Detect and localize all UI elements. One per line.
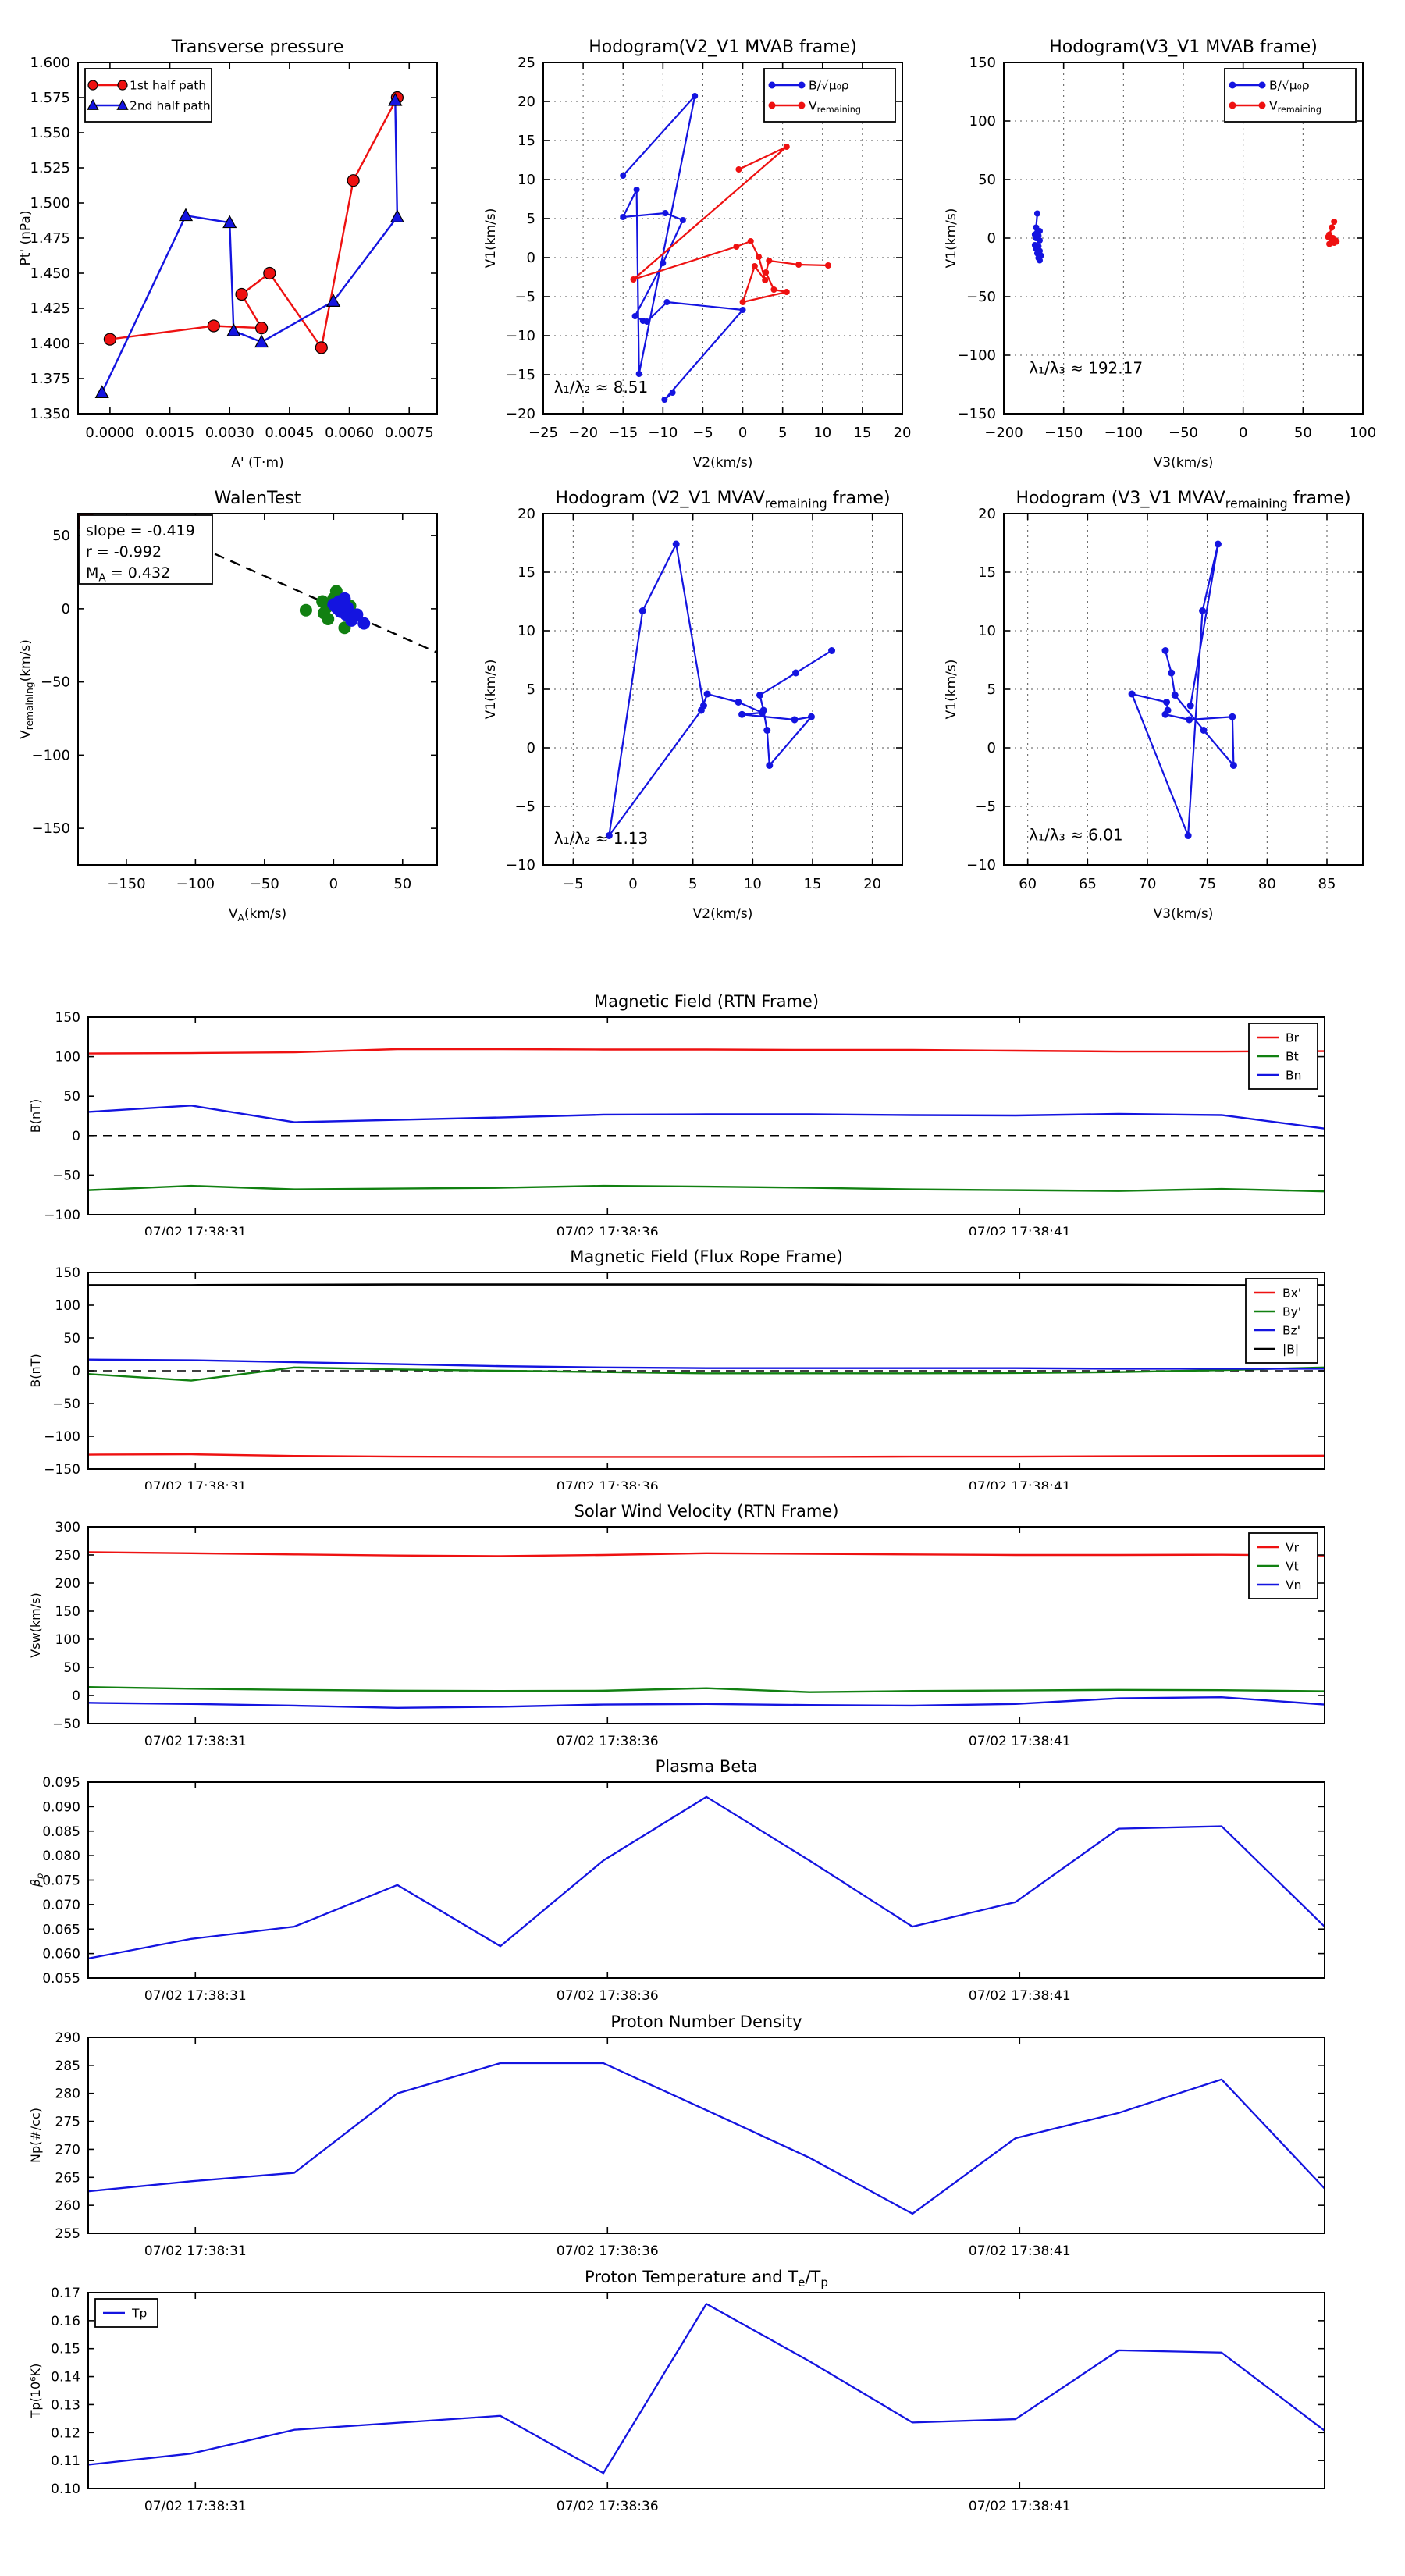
chart-title: Solar Wind Velocity (RTN Frame) [574, 1502, 839, 1521]
y-tick-label: 100 [55, 1298, 80, 1314]
y-tick-label: 0.12 [51, 2425, 80, 2442]
annotation: λ₁/λ₂ ≈ 8.51 [553, 378, 649, 397]
chart-title: Hodogram(V2_V1 MVAB frame) [589, 37, 857, 57]
y-tick-label: 0.055 [42, 1971, 80, 1987]
x-tick-label: 15 [853, 425, 872, 441]
y-tick-label: −15 [506, 367, 535, 383]
y-tick-label: −10 [966, 857, 996, 873]
axes-frame [88, 2293, 1325, 2489]
x-tick-label: 07/02 17:38:36 [556, 2243, 659, 2255]
chart-title: Magnetic Field (RTN Frame) [593, 992, 820, 1011]
markers-V-trace [1129, 541, 1237, 840]
x-tick-label: −20 [568, 425, 599, 441]
y-tick-label: 20 [978, 506, 996, 522]
series-B-alfven [623, 96, 742, 400]
y-axis-label: B(nT) [28, 1354, 43, 1388]
axes-frame [1004, 514, 1363, 865]
chart-svg-hodogram-v3v1-mvab [941, 20, 1405, 497]
x-tick-label: −150 [1044, 425, 1083, 441]
series-Bz' [88, 1360, 1325, 1369]
y-tick-label: 1.525 [30, 160, 70, 176]
chart-title: Hodogram(V3_V1 MVAB frame) [1049, 37, 1318, 57]
x-tick-label: 07/02 17:38:31 [144, 2243, 247, 2255]
series-Bt [88, 1186, 1325, 1191]
x-tick-label: 07/02 17:38:41 [968, 1734, 1071, 1745]
y-tick-label: 150 [55, 1265, 80, 1281]
stats-line: slope = -0.419 [86, 522, 195, 539]
y-tick-label: −100 [44, 1429, 80, 1445]
legend-label: By' [1282, 1304, 1302, 1319]
series-Tp [88, 2304, 1325, 2473]
x-axis-label: V2(km/s) [692, 906, 753, 922]
y-tick-label: 10 [518, 623, 535, 639]
stats-line: $M_A = 0.432$ [86, 564, 171, 585]
x-tick-label: 5 [777, 425, 788, 441]
series-group [88, 1285, 1325, 1457]
y-axis-label: B(nT) [28, 1098, 43, 1133]
x-tick-label: 10 [813, 425, 832, 441]
markers-2nd half path [96, 94, 404, 397]
y-tick-label: 0.11 [51, 2453, 80, 2470]
y-tick-label: 1.475 [30, 230, 70, 247]
y-tick-label: 0.070 [42, 1897, 80, 1913]
x-tick-label: 0.0045 [265, 425, 315, 441]
x-tick-label: 07/02 17:38:41 [968, 1479, 1071, 1489]
series-group [1032, 211, 1339, 264]
markers-V-remaining [1325, 219, 1340, 247]
y-tick-label: −150 [44, 1462, 80, 1478]
chart-svg-hodogram-v2v1-mvab [481, 20, 949, 497]
y-tick-label: 20 [518, 94, 535, 110]
y-tick-label: 0.065 [42, 1922, 80, 1938]
x-tick-label: −5 [563, 876, 584, 892]
legend-label: Bx' [1282, 1286, 1302, 1300]
y-tick-label: 1.550 [30, 125, 70, 141]
y-tick-label: −100 [31, 747, 70, 764]
y-tick-label: 0 [72, 1688, 80, 1704]
x-tick-label: 65 [1078, 876, 1097, 892]
y-tick-label: 255 [55, 2226, 80, 2242]
y-tick-label: 280 [55, 2086, 80, 2102]
x-tick-label: 50 [1293, 425, 1312, 441]
x-tick-label: 07/02 17:38:41 [968, 2499, 1071, 2513]
y-tick-label: 50 [63, 1660, 80, 1676]
y-tick-label: 5 [987, 681, 996, 698]
chart-svg-transverse-pressure [16, 20, 484, 497]
legend [95, 2299, 158, 2327]
x-tick-label: 07/02 17:38:36 [556, 1225, 659, 1235]
y-tick-label: 50 [63, 1089, 80, 1105]
x-tick-label: 07/02 17:38:41 [968, 1988, 1071, 2000]
chart-vsw-rtn [16, 1489, 1397, 1745]
chart-hodogram-v2v1-mvab [481, 20, 949, 497]
y-tick-label: −50 [52, 1397, 80, 1412]
y-tick-label: 0.15 [51, 2341, 80, 2357]
y-tick-label: 5 [526, 681, 535, 698]
axes-frame [543, 514, 902, 865]
x-tick-label: 5 [688, 876, 698, 892]
grid-lines [1004, 514, 1363, 865]
y-tick-label: 300 [55, 1520, 80, 1535]
y-tick-label: 260 [55, 2198, 80, 2215]
y-tick-label: 0 [72, 1128, 80, 1144]
chart-svg-walen-test [16, 470, 484, 950]
x-tick-label: 20 [893, 425, 912, 441]
x-tick-label: 85 [1318, 876, 1336, 892]
y-tick-label: 1.425 [30, 301, 70, 317]
x-tick-label: 07/02 17:38:41 [968, 2243, 1071, 2255]
x-tick-label: −50 [249, 876, 279, 892]
y-tick-label: 1.350 [30, 406, 70, 422]
x-tick-label: 20 [863, 876, 882, 892]
legend-label: Bn [1286, 1068, 1302, 1083]
chart-title: Transverse pressure [171, 37, 344, 57]
y-tick-label: −50 [52, 1717, 80, 1732]
x-axis-label: V3(km/s) [1153, 455, 1214, 471]
y-axis-label: V1(km/s) [483, 659, 499, 720]
y-tick-label: 150 [55, 1010, 80, 1026]
markers-V-remaining [631, 144, 831, 305]
y-tick-label: 0.080 [42, 1848, 80, 1865]
chart-hodogram-v2v1-mvav [481, 470, 949, 950]
series-|B| [88, 1285, 1325, 1286]
y-tick-label: 1.375 [30, 371, 70, 387]
legend-label: B/√μ₀ρ [1269, 78, 1310, 93]
legend [1249, 1533, 1318, 1599]
y-tick-label: 15 [518, 564, 535, 581]
x-tick-label: 07/02 17:38:31 [144, 2499, 247, 2513]
x-tick-label: 07/02 17:38:36 [556, 1479, 659, 1489]
chart-title: Plasma Beta [655, 1757, 758, 1776]
series-Vn [88, 1697, 1325, 1708]
y-tick-label: 1.400 [30, 336, 70, 352]
x-tick-label: 70 [1138, 876, 1157, 892]
y-tick-label: 150 [55, 1604, 80, 1620]
y-tick-label: 270 [55, 2142, 80, 2158]
series-2nd half path [102, 98, 397, 393]
chart-proton-density [16, 2000, 1397, 2255]
x-axis-label: V2(km/s) [692, 455, 753, 471]
axis-ticks [966, 506, 1363, 892]
x-tick-label: 80 [1257, 876, 1276, 892]
x-tick-label: 07/02 17:38:36 [556, 1734, 659, 1745]
x-tick-label: 07/02 17:38:31 [144, 1479, 247, 1489]
chart-mag-fluxrope [16, 1235, 1397, 1489]
chart-svg-mag-fluxrope [16, 1235, 1397, 1489]
x-tick-label: 60 [1019, 876, 1037, 892]
legend [764, 69, 895, 122]
x-tick-label: −150 [107, 876, 146, 892]
y-tick-label: 50 [63, 1331, 80, 1347]
y-tick-label: −10 [506, 328, 535, 344]
y-tick-label: −100 [957, 347, 996, 364]
series-group [88, 2304, 1325, 2473]
y-tick-label: 0.095 [42, 1775, 80, 1791]
x-tick-label: 0 [329, 876, 339, 892]
x-tick-label: 0.0075 [384, 425, 434, 441]
x-tick-label: 07/02 17:38:31 [144, 1988, 247, 2000]
chart-plasma-beta [16, 1745, 1397, 2000]
y-tick-label: −20 [506, 406, 535, 422]
chart-hodogram-v3v1-mvab [941, 20, 1405, 497]
y-tick-label: 290 [55, 2030, 80, 2046]
x-tick-label: 07/02 17:38:31 [144, 1225, 247, 1235]
x-tick-label: 07/02 17:38:31 [144, 1734, 247, 1745]
series-V-remaining [634, 147, 828, 302]
chart-title: Proton Temperature and $T_e/T_p$ [585, 2268, 828, 2290]
y-tick-label: 0.10 [51, 2482, 80, 2497]
annotation: λ₁/λ₃ ≈ 192.17 [1029, 358, 1144, 378]
y-tick-label: 0.060 [42, 1946, 80, 1962]
x-tick-label: 0.0030 [205, 425, 254, 441]
legend-label: Bt [1286, 1049, 1299, 1064]
y-tick-label: −10 [506, 857, 535, 873]
chart-svg-mag-rtn [16, 980, 1397, 1235]
y-axis-label: Vsw(km/s) [28, 1592, 43, 1658]
y-tick-label: −5 [975, 799, 996, 815]
axis-ticks [42, 1775, 1325, 2000]
y-tick-label: 265 [55, 2170, 80, 2186]
y-tick-label: 0 [987, 230, 996, 247]
y-tick-label: 15 [518, 133, 535, 149]
series-group [96, 92, 404, 398]
x-tick-label: 0 [1238, 425, 1248, 441]
y-tick-label: 0.16 [51, 2313, 80, 2329]
markers-B-alfven [1032, 211, 1044, 264]
axis-ticks [51, 2286, 1325, 2513]
legend-label: Bz' [1282, 1323, 1301, 1338]
series-group [88, 1049, 1325, 1191]
y-axis-label: Np(#/cc) [28, 2108, 43, 2163]
series-V-trace [609, 544, 831, 836]
axes-frame [88, 1782, 1325, 1978]
x-tick-label: 100 [1349, 425, 1377, 441]
legend-label: B/√μ₀ρ [809, 78, 849, 93]
chart-svg-proton-density [16, 2000, 1397, 2255]
y-tick-label: 1.450 [30, 265, 70, 282]
legend-label: Vt [1286, 1559, 1299, 1574]
series-1st half path [110, 98, 397, 347]
y-tick-label: 25 [518, 55, 535, 71]
annotation: λ₁/λ₂ ≈ 1.13 [553, 829, 649, 848]
y-tick-label: 275 [55, 2114, 80, 2130]
chart-title: Magnetic Field (Flux Rope Frame) [570, 1247, 843, 1266]
y-tick-label: 0 [526, 250, 535, 266]
legend-label: Vn [1286, 1578, 1302, 1592]
x-tick-label: −15 [608, 425, 638, 441]
axes-frame [88, 1527, 1325, 1724]
chart-svg-proton-temp [16, 2255, 1397, 2513]
x-tick-label: 50 [393, 876, 412, 892]
y-axis-label: V1(km/s) [483, 208, 499, 269]
series-group [88, 2063, 1325, 2214]
x-tick-label: −5 [692, 425, 713, 441]
series-group [1129, 541, 1237, 840]
series-Vt [88, 1687, 1325, 1692]
chart-proton-temp [16, 2255, 1397, 2513]
x-axis-label: V3(km/s) [1153, 906, 1214, 922]
chart-svg-hodogram-v2v1-mvav [481, 470, 949, 950]
y-tick-label: −100 [44, 1208, 80, 1223]
y-tick-label: 0 [61, 600, 70, 617]
y-tick-label: 0.13 [51, 2397, 80, 2414]
x-tick-label: 15 [803, 876, 822, 892]
legend [85, 69, 212, 122]
y-tick-label: 0 [72, 1364, 80, 1379]
legend-label: |B| [1282, 1342, 1300, 1357]
y-tick-label: 0.17 [51, 2286, 80, 2301]
y-tick-label: 5 [526, 211, 535, 227]
series-Bn [88, 1105, 1325, 1128]
y-tick-label: 0 [987, 740, 996, 756]
legend [1249, 1023, 1318, 1089]
series-Np [88, 2063, 1325, 2214]
x-tick-label: −10 [648, 425, 678, 441]
x-tick-label: 0.0000 [85, 425, 135, 441]
chart-title: Proton Number Density [610, 2012, 802, 2031]
chart-mag-rtn [16, 980, 1397, 1235]
y-tick-label: 15 [978, 564, 996, 581]
axis-ticks [55, 2030, 1325, 2255]
legend [1225, 69, 1356, 122]
y-tick-label: 200 [55, 1576, 80, 1592]
stats-box [80, 515, 212, 585]
chart-transverse-pressure [16, 20, 484, 497]
x-tick-label: 10 [743, 876, 762, 892]
axes-frame [88, 1017, 1325, 1215]
y-tick-label: 10 [978, 623, 996, 639]
series-beta-p [88, 1797, 1325, 1959]
x-tick-label: 0 [628, 876, 638, 892]
x-tick-label: −100 [176, 876, 215, 892]
y-tick-label: 285 [55, 2058, 80, 2074]
y-tick-label: 50 [978, 172, 996, 188]
y-tick-label: 100 [55, 1049, 80, 1066]
legend-label: Br [1286, 1030, 1300, 1045]
axis-ticks [44, 1010, 1325, 1235]
y-tick-label: −150 [31, 820, 70, 838]
series-Bx' [88, 1454, 1325, 1457]
x-tick-label: 0.0060 [325, 425, 375, 441]
series-Br [88, 1049, 1325, 1054]
y-tick-label: 100 [55, 1632, 80, 1648]
chart-walen-test [16, 470, 484, 950]
y-axis-label: $V_{remaining}(km/s)$ [18, 639, 36, 739]
y-tick-label: 0.090 [42, 1799, 80, 1816]
legend-label: Vr [1286, 1540, 1299, 1555]
legend-label: 2nd half path [130, 98, 211, 113]
series-group [88, 1797, 1325, 1959]
x-tick-label: −25 [528, 425, 558, 441]
y-tick-label: 0.075 [42, 1873, 80, 1889]
y-tick-label: 250 [55, 1548, 80, 1564]
stats-line: r = -0.992 [86, 543, 162, 560]
y-tick-label: 1.500 [30, 195, 70, 212]
series-group [620, 93, 831, 403]
y-axis-label: Pt' (nPa) [18, 210, 34, 266]
y-axis-label: V1(km/s) [944, 208, 959, 269]
x-tick-label: −50 [1168, 425, 1198, 441]
x-axis-label: A' (T·m) [231, 455, 284, 471]
x-tick-label: −200 [984, 425, 1023, 441]
axes-frame [88, 2037, 1325, 2233]
x-tick-label: 0 [738, 425, 748, 441]
y-tick-label: 150 [969, 55, 996, 71]
chart-title: Hodogram (V3_V1 $MVAV_{remaining}$ frame) [1016, 489, 1351, 511]
y-tick-label: −150 [957, 406, 996, 422]
y-tick-label: 0.085 [42, 1823, 80, 1840]
y-tick-label: 100 [969, 113, 996, 130]
x-tick-label: 07/02 17:38:36 [556, 1988, 659, 2000]
y-tick-label: −50 [52, 1168, 80, 1184]
legend-label: 1st half path [130, 78, 207, 93]
y-axis-label: Tp(10⁶K) [28, 2363, 43, 2418]
y-tick-label: 20 [518, 506, 535, 522]
chart-hodogram-v3v1-mvav [941, 470, 1405, 950]
x-tick-label: −100 [1104, 425, 1144, 441]
y-axis-label: $\beta_p$ [28, 1873, 45, 1888]
y-tick-label: −50 [966, 289, 996, 305]
x-tick-label: 07/02 17:38:41 [968, 1225, 1071, 1235]
legend-label: Tp [132, 2306, 148, 2321]
y-tick-label: 1.575 [30, 90, 70, 106]
series-group [88, 1552, 1325, 1707]
y-tick-label: −5 [514, 289, 535, 305]
x-axis-label: $V_A(km/s)$ [228, 906, 287, 924]
chart-svg-hodogram-v3v1-mvav [941, 470, 1405, 950]
legend [1246, 1279, 1318, 1363]
legend-label: $V_{remaining}$ [809, 98, 861, 116]
chart-title: WalenTest [214, 489, 301, 508]
x-tick-label: 0.0015 [145, 425, 195, 441]
y-axis-label: V1(km/s) [944, 659, 959, 720]
y-tick-label: 10 [518, 172, 535, 188]
y-tick-label: −50 [41, 674, 70, 691]
chart-svg-plasma-beta [16, 1745, 1397, 2000]
chart-svg-vsw-rtn [16, 1489, 1397, 1745]
y-tick-label: −5 [514, 799, 535, 815]
y-tick-label: 1.600 [30, 55, 70, 71]
series-group [606, 541, 835, 840]
y-tick-label: 0.14 [51, 2369, 80, 2386]
x-tick-label: 75 [1198, 876, 1217, 892]
grid-lines [543, 514, 902, 865]
chart-title: Hodogram (V2_V1 $MVAV_{remaining}$ frame) [555, 489, 891, 511]
y-tick-label: 50 [52, 528, 70, 545]
legend-label: $V_{remaining}$ [1269, 98, 1321, 116]
series-Vr [88, 1552, 1325, 1556]
x-tick-label: 07/02 17:38:36 [556, 2499, 659, 2513]
annotation: λ₁/λ₃ ≈ 6.01 [1029, 825, 1123, 845]
y-tick-label: 0 [526, 740, 535, 756]
